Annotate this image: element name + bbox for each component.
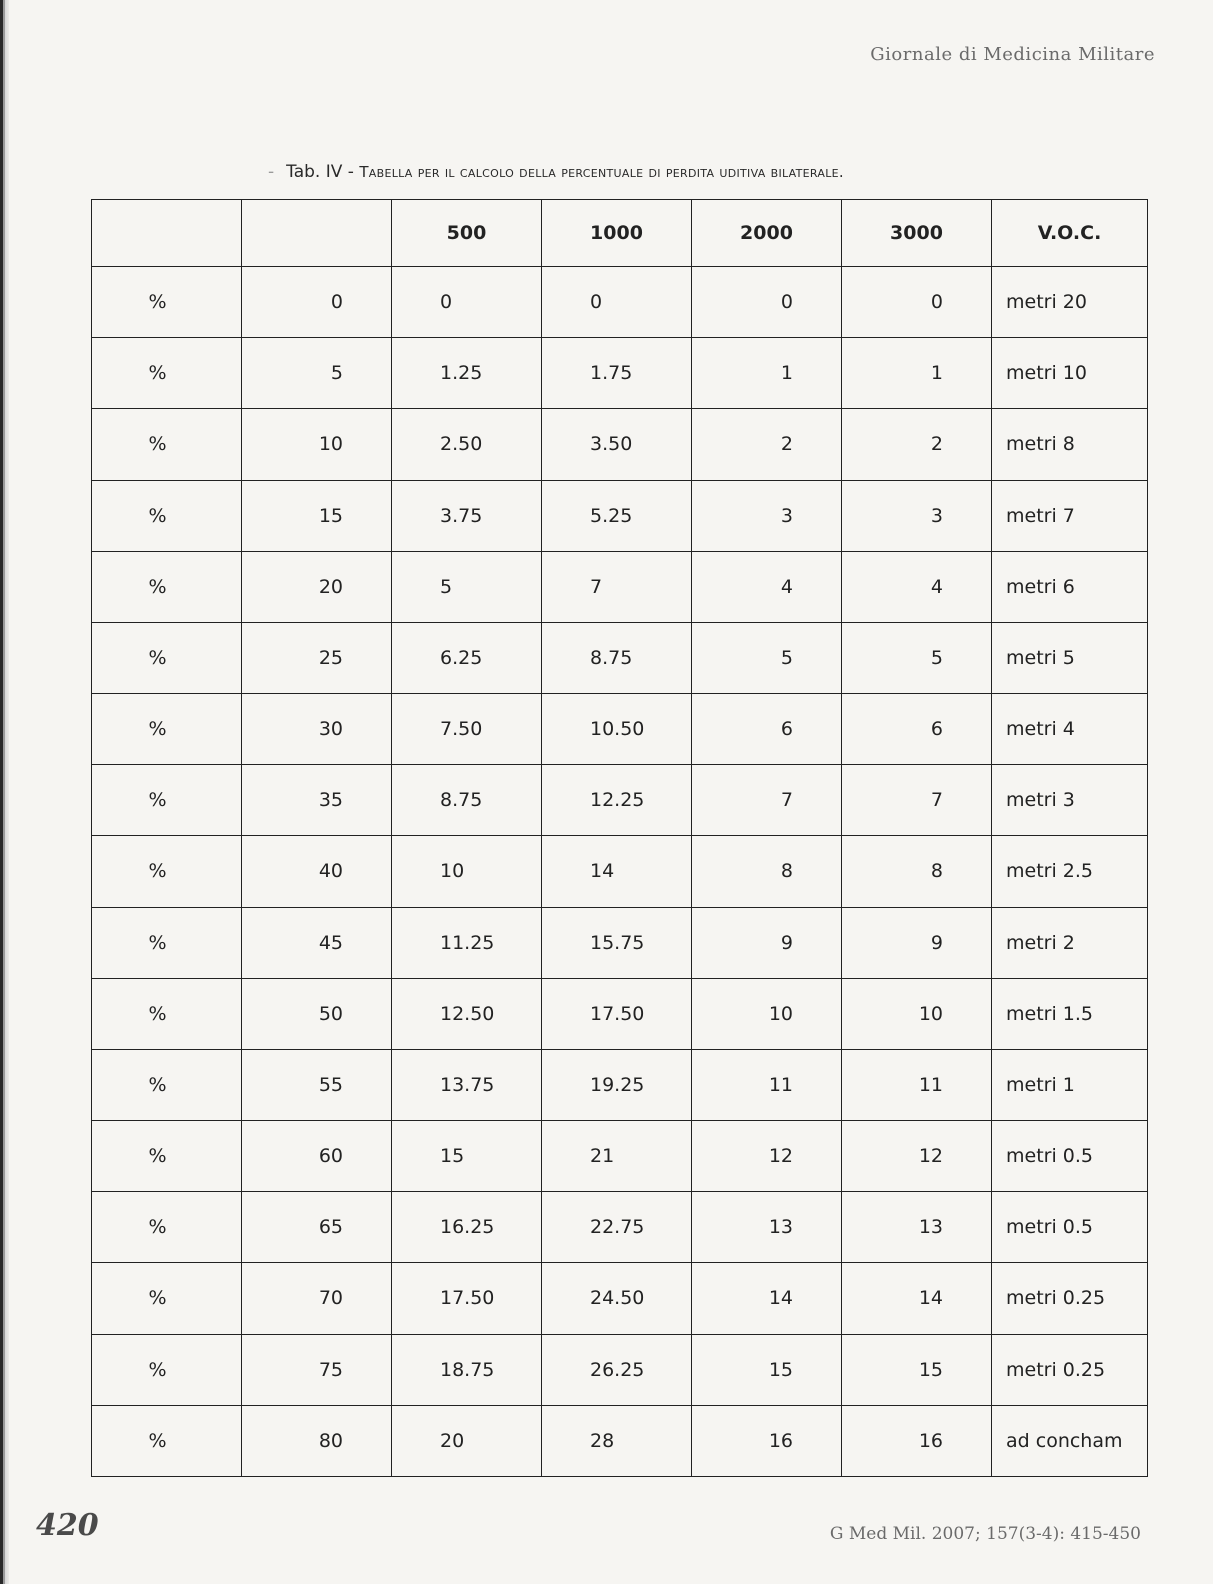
table-cell: 12.25 bbox=[542, 765, 692, 836]
table-cell: 8 bbox=[692, 836, 842, 907]
table-cell: 10 bbox=[692, 978, 842, 1049]
table-cell: 15 bbox=[692, 1334, 842, 1405]
table-cell: 16.25 bbox=[392, 1192, 542, 1263]
table-cell: 1.25 bbox=[392, 338, 542, 409]
table-row bbox=[92, 338, 1148, 409]
table-row bbox=[92, 267, 1148, 338]
table-cell: 10.50 bbox=[542, 694, 692, 765]
column-header bbox=[92, 200, 242, 267]
table-row bbox=[92, 1263, 1148, 1334]
table-cell: 1.75 bbox=[542, 338, 692, 409]
table-cell: % bbox=[92, 1121, 242, 1192]
table-cell: 17.50 bbox=[542, 978, 692, 1049]
table-cell: ad concham bbox=[992, 1405, 1148, 1476]
table-cell: metri 7 bbox=[992, 480, 1148, 551]
table-cell: 7 bbox=[842, 765, 992, 836]
table-cell: 8.75 bbox=[392, 765, 542, 836]
table-cell: 14 bbox=[692, 1263, 842, 1334]
caption-dash: - bbox=[268, 162, 275, 182]
table-cell: 16 bbox=[842, 1405, 992, 1476]
table-cell: 30 bbox=[242, 694, 392, 765]
table-cell: metri 3 bbox=[992, 765, 1148, 836]
table-cell: 6.25 bbox=[392, 622, 542, 693]
table-cell: 2 bbox=[842, 409, 992, 480]
table-cell: 0 bbox=[542, 267, 692, 338]
table-cell: 80 bbox=[242, 1405, 392, 1476]
table-cell: 15 bbox=[242, 480, 392, 551]
table-body bbox=[92, 267, 1148, 1477]
table-cell: 9 bbox=[692, 907, 842, 978]
table-cell: metri 2.5 bbox=[992, 836, 1148, 907]
hearing-loss-table bbox=[91, 199, 1148, 1477]
table-row bbox=[92, 480, 1148, 551]
table-row bbox=[92, 907, 1148, 978]
table-cell: metri 10 bbox=[992, 338, 1148, 409]
table-cell: 4 bbox=[692, 551, 842, 622]
table-cell: metri 0.25 bbox=[992, 1263, 1148, 1334]
caption-title: Tabella per il calcolo della percentuale di perdita uditiva bilaterale. bbox=[359, 163, 844, 181]
column-header: 500 bbox=[392, 200, 542, 267]
table-row bbox=[92, 694, 1148, 765]
citation: G Med Mil. 2007; 157(3-4): 415-450 bbox=[829, 1524, 1141, 1544]
table-cell: % bbox=[92, 480, 242, 551]
table-cell: 10 bbox=[242, 409, 392, 480]
table-cell: metri 20 bbox=[992, 267, 1148, 338]
table-cell: 3 bbox=[692, 480, 842, 551]
table-cell: 3 bbox=[842, 480, 992, 551]
table-cell: % bbox=[92, 907, 242, 978]
table-cell: 7 bbox=[692, 765, 842, 836]
table-cell: 12 bbox=[842, 1121, 992, 1192]
table-cell: 1 bbox=[842, 338, 992, 409]
table-cell: 55 bbox=[242, 1049, 392, 1120]
table-cell: 3.50 bbox=[542, 409, 692, 480]
table-cell: 19.25 bbox=[542, 1049, 692, 1120]
table-cell: 18.75 bbox=[392, 1334, 542, 1405]
table-cell: 26.25 bbox=[542, 1334, 692, 1405]
table-cell: 0 bbox=[242, 267, 392, 338]
table-cell: 8.75 bbox=[542, 622, 692, 693]
table-cell: 25 bbox=[242, 622, 392, 693]
table-cell: 15 bbox=[842, 1334, 992, 1405]
table-cell: 15.75 bbox=[542, 907, 692, 978]
table-cell: 12 bbox=[692, 1121, 842, 1192]
table-cell: 5 bbox=[842, 622, 992, 693]
table-cell: 5 bbox=[242, 338, 392, 409]
table-cell: % bbox=[92, 551, 242, 622]
column-header: 3000 bbox=[842, 200, 992, 267]
table-cell: metri 6 bbox=[992, 551, 1148, 622]
table-cell: 11.25 bbox=[392, 907, 542, 978]
column-header: 1000 bbox=[542, 200, 692, 267]
table-row bbox=[92, 1121, 1148, 1192]
page-number: 420 bbox=[36, 1508, 99, 1543]
table-cell: % bbox=[92, 978, 242, 1049]
table-cell: 9 bbox=[842, 907, 992, 978]
table-cell: 1 bbox=[692, 338, 842, 409]
table-cell: metri 4 bbox=[992, 694, 1148, 765]
table-cell: 11 bbox=[842, 1049, 992, 1120]
table-cell: 65 bbox=[242, 1192, 392, 1263]
table-cell: 20 bbox=[392, 1405, 542, 1476]
table-row bbox=[92, 622, 1148, 693]
table-cell: % bbox=[92, 694, 242, 765]
table-cell: 5 bbox=[692, 622, 842, 693]
table-cell: 14 bbox=[542, 836, 692, 907]
table-cell: 40 bbox=[242, 836, 392, 907]
table-cell: 8 bbox=[842, 836, 992, 907]
table-cell: metri 1 bbox=[992, 1049, 1148, 1120]
table-cell: % bbox=[92, 1049, 242, 1120]
table-cell: % bbox=[92, 1405, 242, 1476]
table-cell: % bbox=[92, 1192, 242, 1263]
table-row bbox=[92, 551, 1148, 622]
table-row bbox=[92, 836, 1148, 907]
table-cell: 10 bbox=[842, 978, 992, 1049]
table-cell: 17.50 bbox=[392, 1263, 542, 1334]
table-cell: % bbox=[92, 1334, 242, 1405]
table-cell: 7.50 bbox=[392, 694, 542, 765]
table-cell: 75 bbox=[242, 1334, 392, 1405]
table-cell: 6 bbox=[842, 694, 992, 765]
table-cell: 22.75 bbox=[542, 1192, 692, 1263]
table-row bbox=[92, 1334, 1148, 1405]
table-cell: % bbox=[92, 622, 242, 693]
table-cell: 10 bbox=[392, 836, 542, 907]
table-cell: metri 0.5 bbox=[992, 1121, 1148, 1192]
table-row bbox=[92, 1192, 1148, 1263]
table-cell: 28 bbox=[542, 1405, 692, 1476]
table-cell: 7 bbox=[542, 551, 692, 622]
table-cell: 12.50 bbox=[392, 978, 542, 1049]
table-caption bbox=[268, 162, 844, 182]
column-header bbox=[242, 200, 392, 267]
journal-header: Giornale di Medicina Militare bbox=[870, 44, 1155, 65]
table-cell: metri 5 bbox=[992, 622, 1148, 693]
table-cell: 45 bbox=[242, 907, 392, 978]
table-cell: 11 bbox=[692, 1049, 842, 1120]
caption-label: Tab. IV - bbox=[286, 162, 360, 182]
table-cell: metri 1.5 bbox=[992, 978, 1148, 1049]
table-row bbox=[92, 1049, 1148, 1120]
table-cell: 6 bbox=[692, 694, 842, 765]
table-cell: metri 0.25 bbox=[992, 1334, 1148, 1405]
table-cell: % bbox=[92, 267, 242, 338]
table-cell: 50 bbox=[242, 978, 392, 1049]
table-cell: % bbox=[92, 1263, 242, 1334]
table-cell: 0 bbox=[842, 267, 992, 338]
table-cell: metri 2 bbox=[992, 907, 1148, 978]
table-cell: 21 bbox=[542, 1121, 692, 1192]
column-header: 2000 bbox=[692, 200, 842, 267]
table-cell: 14 bbox=[842, 1263, 992, 1334]
table-cell: 60 bbox=[242, 1121, 392, 1192]
table-cell: metri 8 bbox=[992, 409, 1148, 480]
table-cell: 3.75 bbox=[392, 480, 542, 551]
table-cell: 13.75 bbox=[392, 1049, 542, 1120]
table-row bbox=[92, 409, 1148, 480]
table-row bbox=[92, 978, 1148, 1049]
table-cell: 2 bbox=[692, 409, 842, 480]
table-cell: 5 bbox=[392, 551, 542, 622]
table-cell: 13 bbox=[692, 1192, 842, 1263]
table-cell: 2.50 bbox=[392, 409, 542, 480]
table-cell: 16 bbox=[692, 1405, 842, 1476]
page-binding-edge bbox=[0, 0, 9, 1584]
table-cell: 0 bbox=[392, 267, 542, 338]
table-header-row bbox=[92, 200, 1148, 267]
table-cell: 13 bbox=[842, 1192, 992, 1263]
table-cell: 24.50 bbox=[542, 1263, 692, 1334]
table-cell: % bbox=[92, 765, 242, 836]
table-cell: % bbox=[92, 409, 242, 480]
table-cell: 70 bbox=[242, 1263, 392, 1334]
table-row bbox=[92, 1405, 1148, 1476]
table-cell: 5.25 bbox=[542, 480, 692, 551]
table-cell: % bbox=[92, 836, 242, 907]
table-cell: 15 bbox=[392, 1121, 542, 1192]
table-cell: 4 bbox=[842, 551, 992, 622]
column-header: V.O.C. bbox=[992, 200, 1148, 267]
table-cell: % bbox=[92, 338, 242, 409]
table-cell: metri 0.5 bbox=[992, 1192, 1148, 1263]
table-cell: 35 bbox=[242, 765, 392, 836]
table-cell: 0 bbox=[692, 267, 842, 338]
table-cell: 20 bbox=[242, 551, 392, 622]
table-row bbox=[92, 765, 1148, 836]
